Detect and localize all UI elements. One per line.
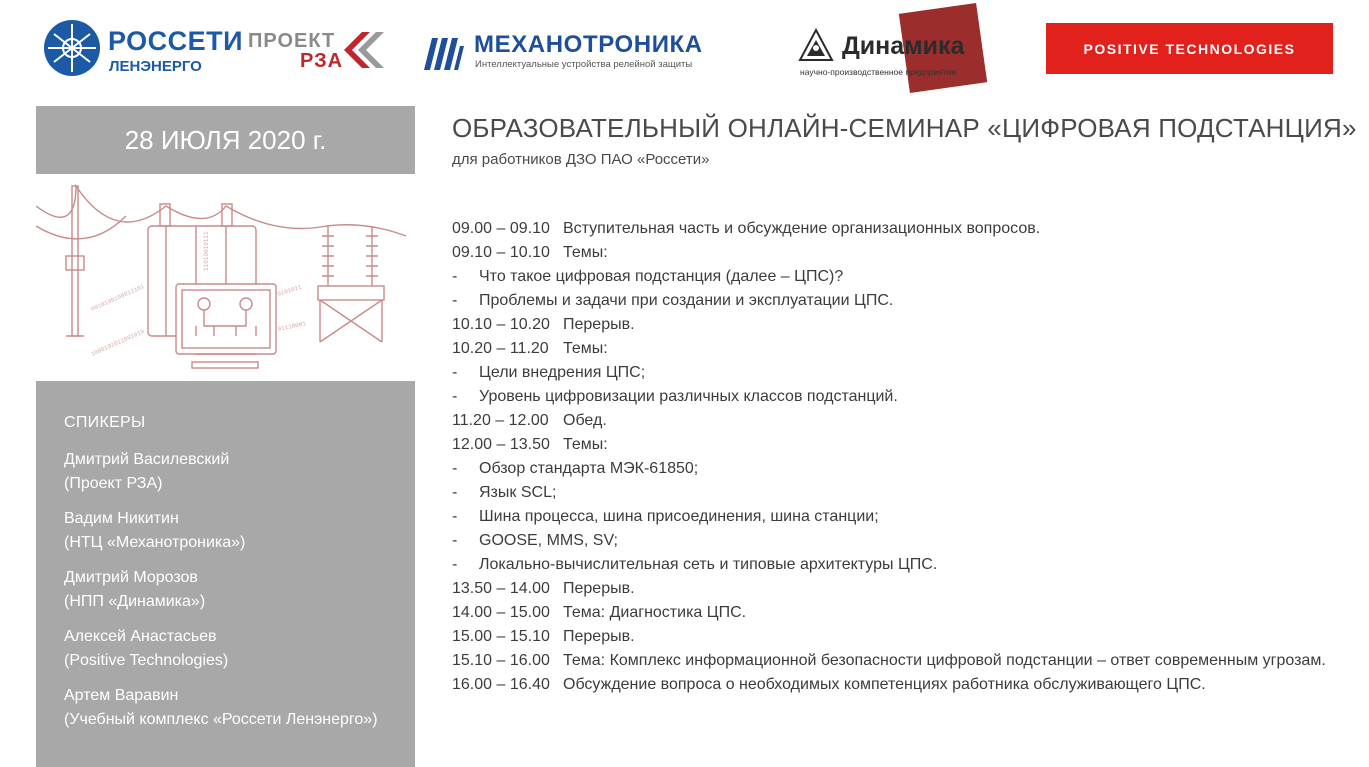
speaker-org: (Проект РЗА) [64,475,163,492]
schedule-topic: Шина процесса, шина присоединения, шина станции; [479,508,879,525]
schedule-description: Перерыв. [563,580,635,597]
speaker-item [64,684,415,732]
speaker-item [64,507,415,555]
schedule-description: Перерыв. [563,628,635,645]
schedule-row [452,580,1352,604]
lenenergo-logo-text: ЛЕНЭНЕРГО [109,58,202,75]
speaker-org: (НТЦ «Механотроника») [64,534,246,551]
schedule-row [452,340,1352,364]
schedule-time: 12.00 – 13.50 [452,436,550,453]
rza-chevron-icon [340,28,386,74]
speaker-item [64,448,415,496]
binary-stream-4: 0101011 [276,283,303,298]
substation-illustration [36,176,415,376]
schedule-row [452,652,1352,676]
mekhanotronika-logo-text: МЕХАНОТРОНИКА [474,31,703,58]
schedule-list [452,220,1352,700]
bullet-dash: - [452,508,458,525]
seminar-title: ОБРАЗОВАТЕЛЬНЫЙ ОНЛАЙН-СЕМИНАР «ЦИФРОВАЯ ПОДСТАНЦИЯ» [452,113,1357,143]
binary-stream-5: 01110001 [276,320,307,333]
seminar-subtitle: для работников ДЗО ПАО «Россети» [452,151,710,168]
schedule-topic-row [452,292,1352,316]
schedule-time: 11.20 – 12.00 [452,412,549,429]
bullet-dash: - [452,268,458,285]
speaker-item [64,625,415,673]
schedule-topic-row [452,508,1352,532]
schedule-time: 10.20 – 11.20 [452,340,549,357]
schedule-topic: Цели внедрения ЦПС; [479,364,646,381]
bullet-dash: - [452,484,458,501]
binary-stream-1: 0010100100011101 [89,283,146,313]
speaker-name: Артем Варавин [64,687,179,704]
schedule-row [452,412,1352,436]
rosseti-logo-text: РОССЕТИ [108,26,244,56]
schedule-topic: GOOSE, MMS, SV; [479,532,618,549]
schedule-topic: Локально-вычислительная сеть и типовые архитектуры ЦПС. [479,556,938,573]
schedule-topic-row [452,460,1352,484]
schedule-topic-row [452,388,1352,412]
schedule-row [452,436,1352,460]
event-date: 28 ИЮЛЯ 2020 г. [36,106,415,174]
schedule-time: 14.00 – 15.00 [452,604,550,621]
dinamika-logo-text: Динамика [842,32,965,60]
dinamika-tagline: научно-производственное предприятие [800,67,957,77]
schedule-time: 10.10 – 10.20 [452,316,550,333]
schedule-topic: Язык SCL; [479,484,557,501]
positive-technologies-logo: POSITIVE TECHNOLOGIES [1046,23,1333,74]
schedule-description: Темы: [563,436,608,453]
speaker-org: (Positive Technologies) [64,652,229,669]
schedule-description: Обсуждение вопроса о необходимых компетенциях работника обслуживающего ЦПС. [563,676,1206,693]
bullet-dash: - [452,292,458,309]
bullet-dash: - [452,556,458,573]
schedule-time: 13.50 – 14.00 [452,580,550,597]
speakers-panel [36,381,415,767]
schedule-topic-row [452,484,1352,508]
schedule-time: 09.10 – 10.10 [452,244,550,261]
mekhanotronika-emblem-icon [418,32,466,72]
speakers-heading: СПИКЕРЫ [64,414,146,431]
speaker-org: (Учебный комплекс «Россети Ленэнерго») [64,711,378,728]
bullet-dash: - [452,532,458,549]
speaker-name: Дмитрий Василевский [64,451,230,468]
schedule-row [452,628,1352,652]
dinamika-emblem-icon [798,28,834,64]
schedule-topic-row [452,268,1352,292]
bullet-dash: - [452,388,458,405]
schedule-topic: Проблемы и задачи при создании и эксплуатации ЦПС. [479,292,894,309]
schedule-topic-row [452,532,1352,556]
schedule-time: 15.10 – 16.00 [452,652,550,669]
schedule-description: Обед. [563,412,607,429]
mekhanotronika-tagline: Интеллектуальные устройства релейной защиты [475,59,693,70]
schedule-description: Перерыв. [563,316,635,333]
schedule-description: Темы: [563,244,608,261]
schedule-row [452,604,1352,628]
schedule-row [452,676,1352,700]
schedule-topic-row [452,556,1352,580]
schedule-time: 16.00 – 16.40 [452,676,550,693]
schedule-row [452,316,1352,340]
schedule-topic: Что такое цифровая подстанция (далее – ЦПС)? [479,268,844,285]
bullet-dash: - [452,364,458,381]
schedule-description: Вступительная часть и обсуждение организационных вопросов. [563,220,1041,237]
speaker-org: (НПП «Динамика») [64,593,206,610]
rza-logo-text: РЗА [300,50,344,72]
rosseti-emblem-icon [42,18,102,78]
schedule-time: 09.00 – 09.10 [452,220,550,237]
binary-stream-3: 11010010111 [203,231,210,271]
schedule-description: Темы: [563,340,608,357]
speaker-name: Алексей Анастасьев [64,628,217,645]
schedule-topic-row [452,364,1352,388]
schedule-description: Тема: Диагностика ЦПС. [563,604,747,621]
proekt-rza-logo [248,26,388,78]
mekhanotronika-logo [418,30,740,74]
proekt-logo-text: ПРОЕКТ [248,30,336,52]
schedule-time: 15.00 – 15.10 [452,628,550,645]
rosseti-lenenergo-logo [42,18,244,80]
speaker-name: Дмитрий Морозов [64,569,198,586]
speaker-item [64,566,415,614]
bullet-dash: - [452,460,458,477]
schedule-row [452,244,1352,268]
schedule-row [452,220,1352,244]
speaker-name: Вадим Никитин [64,510,179,527]
schedule-description: Тема: Комплекс информационной безопасности цифровой подстанции – ответ современным угрозам. [563,652,1326,669]
schedule-topic: Уровень цифровизации различных классов подстанций. [479,388,898,405]
schedule-topic: Обзор стандарта МЭК-61850; [479,460,699,477]
dinamika-logo [796,2,1001,100]
binary-stream-2: 1000101011001010 [89,328,146,358]
